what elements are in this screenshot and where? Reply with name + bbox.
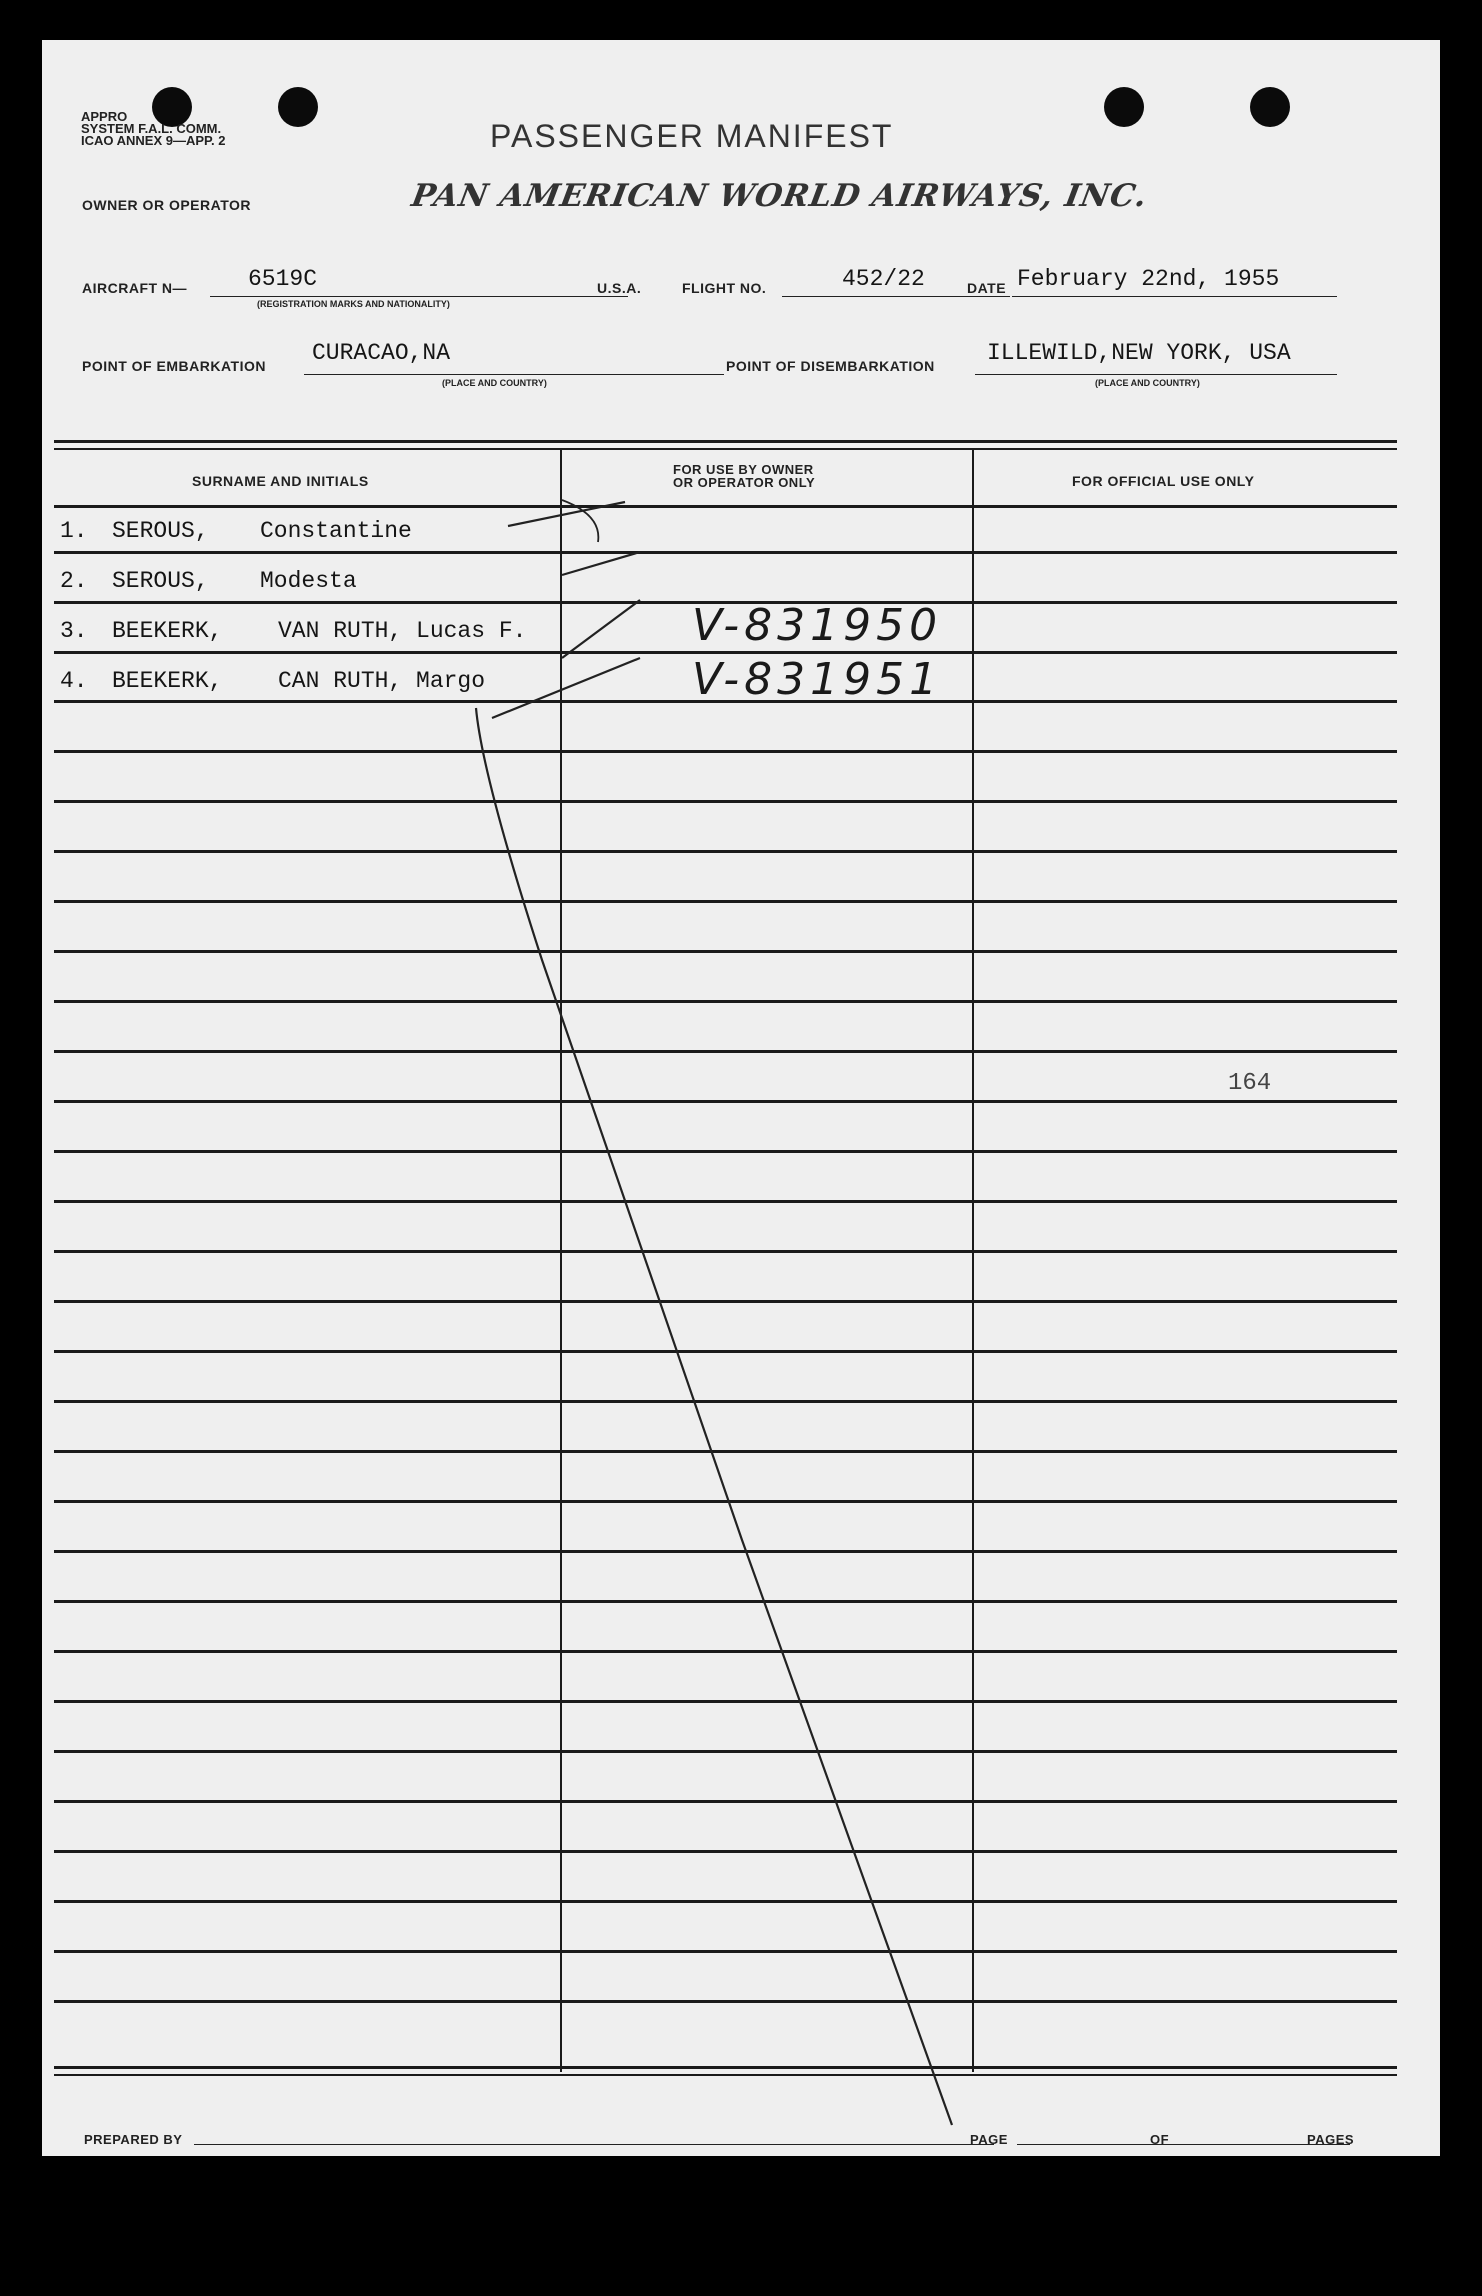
manifest-title: PASSENGER MANIFEST	[490, 118, 894, 154]
disembarkation-caption: (PLACE AND COUNTRY)	[1095, 378, 1200, 388]
tick-mark-2	[562, 500, 598, 542]
stamp-number: 164	[1228, 1070, 1272, 1097]
prepared-by-line	[194, 2144, 994, 2145]
manifest-sheet	[42, 40, 1440, 2156]
tick-mark-5	[492, 658, 640, 718]
of-label: OF	[1150, 2132, 1170, 2147]
passenger-given: CAN RUTH, Margo	[278, 668, 486, 694]
date-value: February 22nd, 1955	[1017, 266, 1280, 292]
approval-line-1: APPRO	[81, 109, 128, 124]
passenger-number: 1.	[60, 518, 88, 544]
ditto-diagonal-line	[476, 708, 952, 2125]
disembarkation-value: ILLEWILD,NEW YORK, USA	[987, 340, 1291, 366]
embarkation-value: CURACAO,NA	[312, 340, 451, 366]
prepared-by-label: PREPARED BY	[84, 2132, 183, 2147]
flight-label: FLIGHT NO.	[682, 280, 767, 296]
tick-mark-4	[562, 600, 640, 658]
embarkation-caption: (PLACE AND COUNTRY)	[442, 378, 547, 388]
passenger-given: Constantine	[260, 518, 412, 544]
handwritten-visa-2: V-831951	[692, 654, 943, 705]
registration-caption: (REGISTRATION MARKS AND NATIONALITY)	[257, 299, 450, 309]
passenger-number: 4.	[60, 668, 88, 694]
passenger-given: Modesta	[260, 568, 357, 594]
passenger-surname: BEEKERK,	[112, 618, 223, 644]
operator-name: PAN AMERICAN WORLD AIRWAYS, INC.	[408, 178, 1151, 214]
tick-mark-3	[562, 552, 640, 575]
handwritten-visa-1: V-831950	[692, 600, 943, 651]
passenger-surname: SEROUS,	[112, 518, 209, 544]
col-header-owner-line2: OR OPERATOR ONLY	[673, 475, 816, 490]
usa-label: U.S.A.	[597, 280, 642, 296]
passenger-surname: BEEKERK,	[112, 668, 223, 694]
passenger-number: 3.	[60, 618, 88, 644]
embarkation-label: POINT OF EMBARKATION	[82, 358, 266, 374]
date-label: DATE	[967, 280, 1007, 296]
col-header-surname: SURNAME AND INITIALS	[192, 473, 369, 489]
passenger-surname: SEROUS,	[112, 568, 209, 594]
approval-line-2: SYSTEM F.A.L. COMM.	[81, 121, 222, 136]
col-header-official: FOR OFFICIAL USE ONLY	[1072, 473, 1255, 489]
aircraft-label: AIRCRAFT N—	[82, 280, 188, 296]
pages-label: PAGES	[1307, 2132, 1355, 2147]
approval-line-3: ICAO ANNEX 9—APP. 2	[81, 133, 226, 148]
col-header-owner-line1: FOR USE BY OWNER	[673, 462, 814, 477]
flight-number: 452/22	[842, 266, 925, 292]
owner-label: OWNER OR OPERATOR	[82, 197, 251, 213]
handwritten-marks	[42, 40, 1440, 2156]
passenger-given: VAN RUTH, Lucas F.	[278, 618, 527, 644]
aircraft-value: 6519C	[248, 266, 318, 292]
page-label: PAGE	[970, 2132, 1008, 2147]
disembarkation-label: POINT OF DISEMBARKATION	[726, 358, 935, 374]
passenger-number: 2.	[60, 568, 88, 594]
tick-mark-1	[508, 502, 625, 526]
